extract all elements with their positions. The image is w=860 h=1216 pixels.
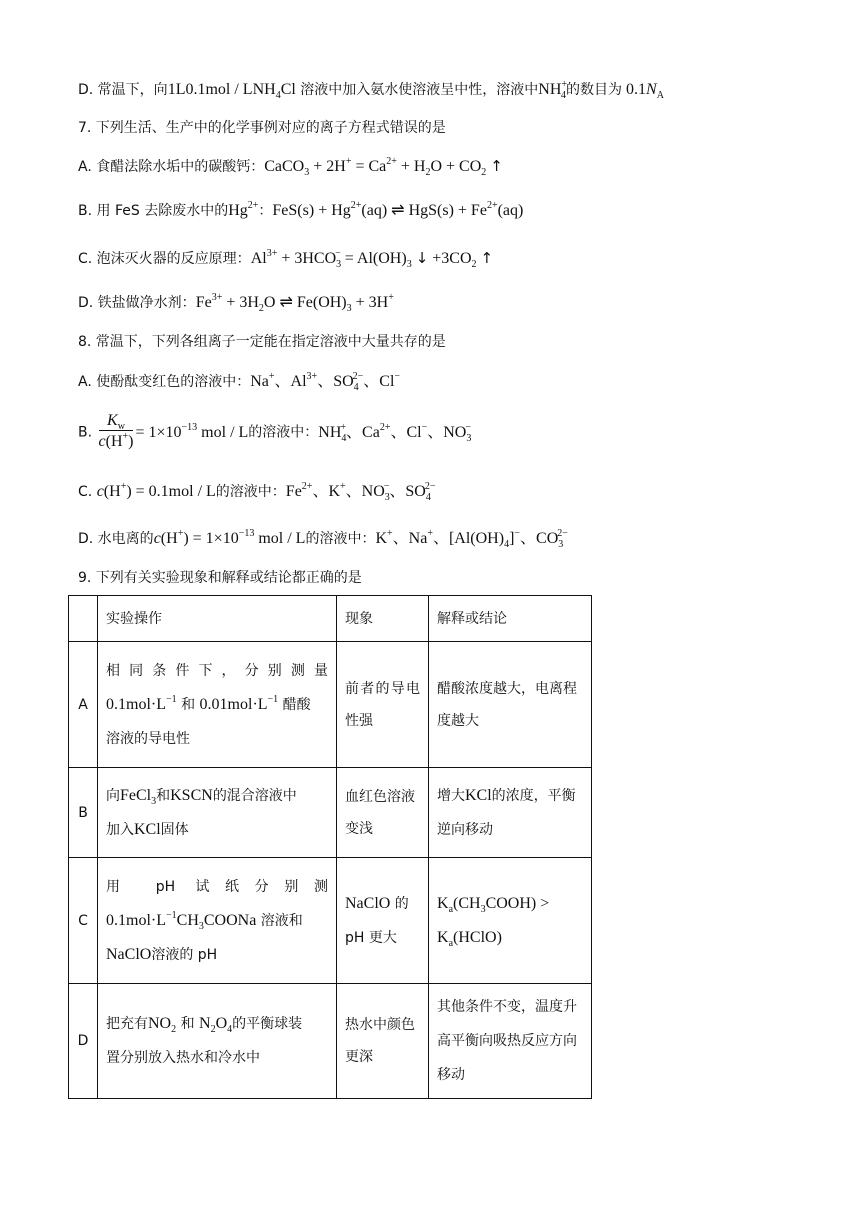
row-a-conclusion: 醋酸浓度越大，电离程度越大 — [437, 680, 577, 729]
table-row — [69, 768, 592, 858]
row-c-operation: 用 pH 试纸分别测 $0.1mol\cdot L^{-1}CH_3COONa$ 溶液和 NaClO溶液的 pH — [106, 878, 328, 963]
q9-stem: 9. 下列有关实验现象和解释或结论都正确的是 — [78, 570, 362, 586]
q8-option-d: D. 水电离的$c(H^+) = 1\times 10^{-13}$ mol / L的溶液中：K+、Na+、$[Al(OH)_4]^-$、$CO_3^{2-}$ — [78, 528, 568, 550]
q7-option-b: B. 用 FeS 去除废水中的$Hg^{2+}$：$FeS(s) + Hg^{2+}(aq)$ ⇌ $HgS(s) + Fe^{2+}(aq)$ — [78, 200, 524, 219]
table-header-row — [69, 596, 592, 642]
table-row — [69, 642, 592, 768]
row-b-phenomenon: 血红色溶液变浅 — [345, 788, 415, 837]
row-label: A — [69, 642, 98, 768]
table-row — [69, 858, 592, 984]
row-d-phenomenon: 热水中颜色更深 — [345, 1017, 415, 1065]
q8-option-b: B. $\frac{K_w}{c(H^+)}$ = $1\times 10^{-13}$ mol / L的溶液中：$NH_4^+$、$Ca^{2+}$、Cl−、$NO_3^-$ — [78, 412, 471, 453]
q8-option-c: C. c(H+) = 0.1mol / L的溶液中：$Fe^{2+}$、K+、$NO_3^-$、$SO_4^{2-}$ — [78, 481, 436, 503]
header-conclusion: 解释或结论 — [437, 610, 507, 627]
row-c-conclusion: $K_a(CH_3COOH)$ > $K_a(HClO)$ — [437, 894, 550, 949]
row-label: C — [69, 858, 98, 984]
q8-option-a: A. 使酚酞变红色的溶液中：Na+、$Al^{3+}$、$SO_4^{2-}$、Cl− — [78, 371, 401, 393]
q7-stem: 7. 下列生活、生产中的化学事例对应的离子方程式错误的是 — [78, 120, 446, 136]
row-label: D — [69, 984, 98, 1099]
q6-option-d: D. 常温下，向$1L0.1mol / LNH_4Cl$ 溶液中加入氨水使溶液呈中性，溶液中$NH^+_4$的数目为 $0.1N_A$ — [78, 79, 664, 101]
row-d-operation: 把充有$NO_2$ 和 $N_2O_4$的平衡球装 置分别放入热水和冷水中 — [106, 1015, 303, 1066]
table-row — [69, 984, 592, 1099]
header-blank — [69, 596, 98, 642]
header-operation: 实验操作 — [106, 610, 162, 627]
q7-option-a: A. 食醋法除水垢中的碳酸钙：CaCO$_3$ + $2H^+ = Ca^{2+} + H_2O + CO_2$ ↑ — [78, 156, 503, 178]
row-b-operation: 向FeCl$_3$和KSCN的混合溶液中 加入KCl固体 — [106, 786, 297, 838]
row-b-conclusion: 增大KCl的浓度，平衡逆向移动 — [437, 786, 576, 838]
row-d-conclusion: 其他条件不变，温度升高平衡向吸热反应方向移动 — [437, 999, 577, 1083]
row-a-phenomenon: 前者的导电性强 — [345, 680, 420, 729]
q7-option-c: C. 泡沫灭火器的反应原理：$Al^{3+} + 3HCO_3^- = Al(OH)_3$ ↓ $+3CO_2$ ↑ — [78, 248, 494, 270]
kw-fraction: $\frac{K_w}{c(H^+)}$ — [98, 412, 134, 450]
header-phenomenon: 现象 — [345, 610, 373, 627]
row-a-operation: 相同条件下，分别测量 $0.1mol\cdot L^{-1}$ 和 $0.01mol\cdot L^{-1}$ 醋酸 溶液的导电性 — [106, 662, 328, 747]
q7-option-d: D. 铁盐做净水剂：$Fe^{3+} + 3H_2O$ ⇌ $Fe(OH)_3 + 3H^+$ — [78, 292, 394, 314]
row-c-phenomenon: NaClO 的 pH 更大 — [345, 894, 409, 946]
q8-stem: 8. 常温下，下列各组离子一定能在指定溶液中大量共存的是 — [78, 334, 446, 350]
row-label: B — [69, 768, 98, 858]
q9-table — [68, 595, 592, 1099]
